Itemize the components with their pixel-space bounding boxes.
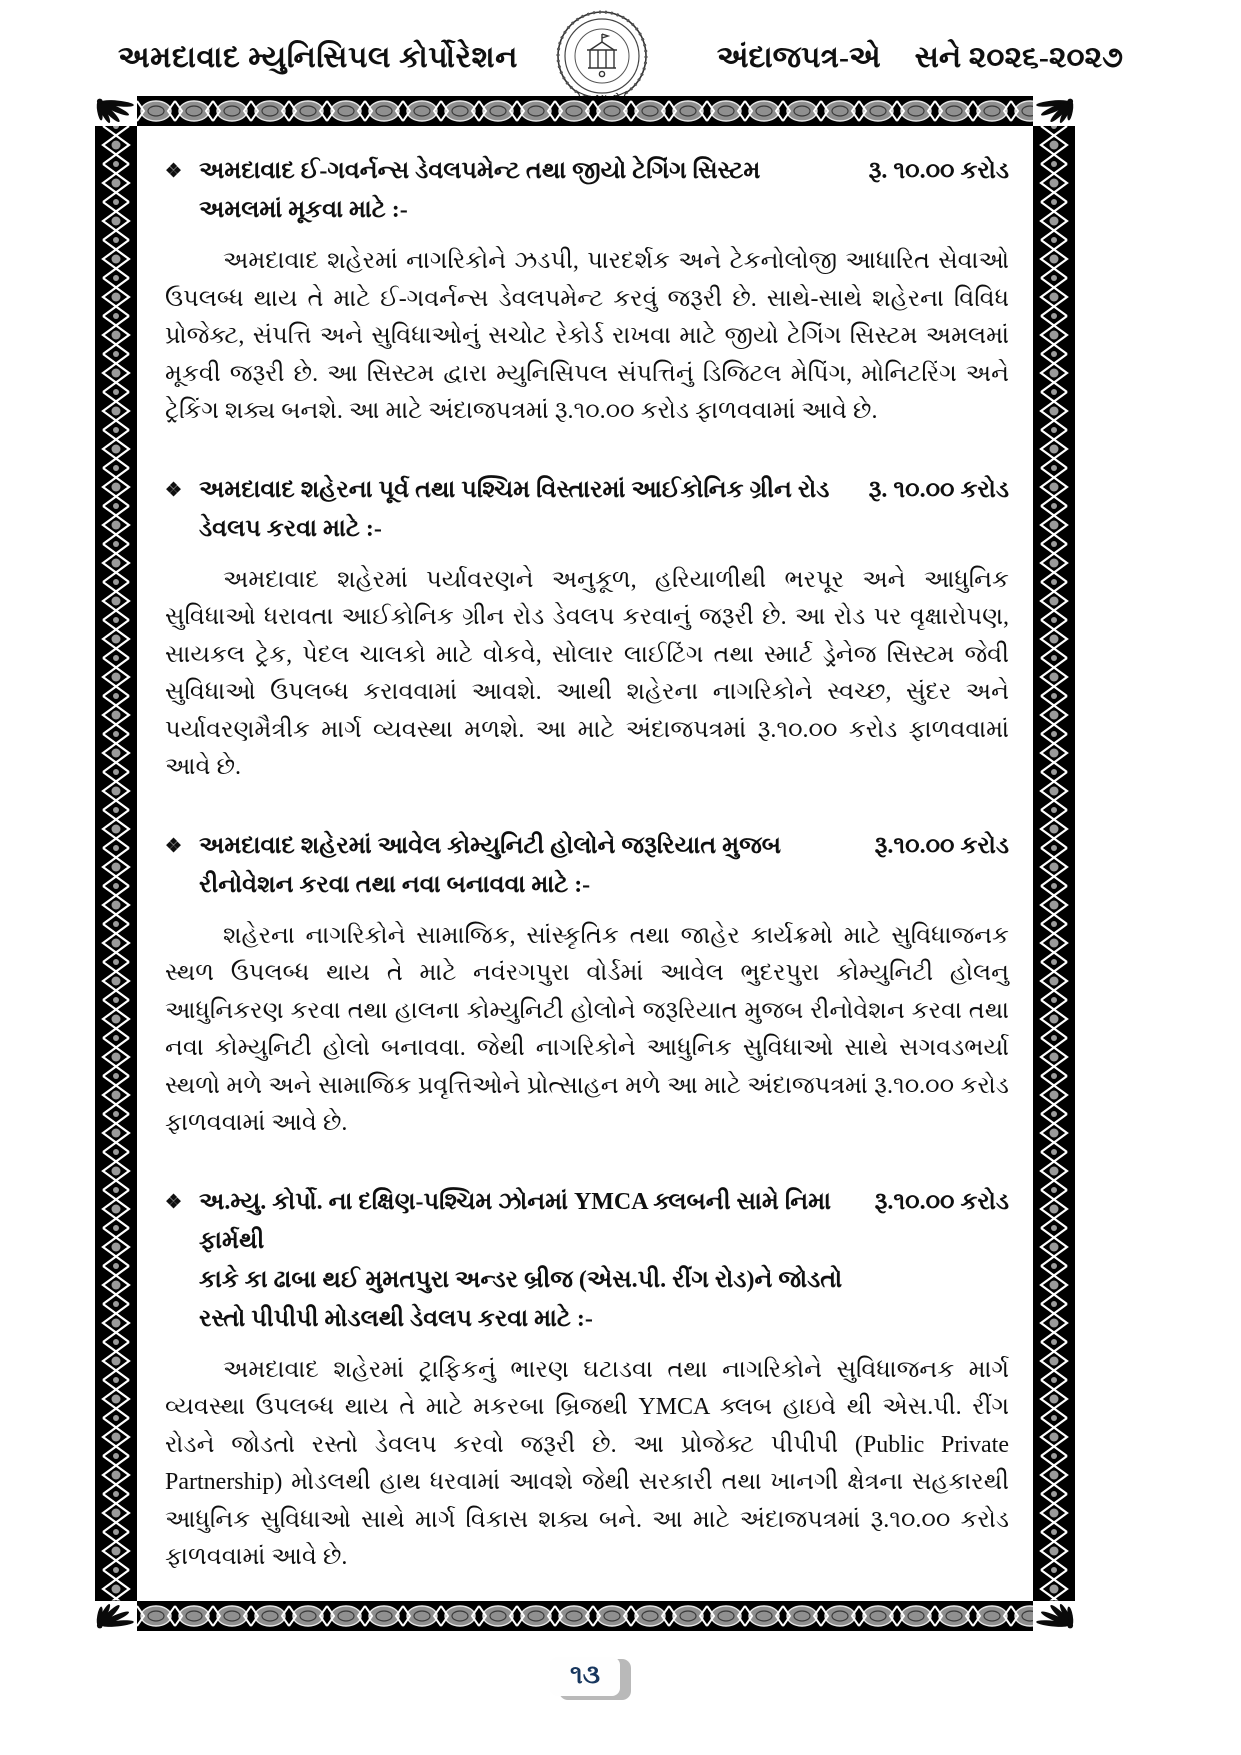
budget-item-egovernance xyxy=(165,152,1009,431)
section-title-line3: રસ્તો પીપીપી મોડલથી ડેવલપ કરવા માટે :- xyxy=(199,1305,593,1332)
section-heading-row xyxy=(165,1183,1009,1339)
section-title-line1: અ.મ્યુ. કોર્પો. ના દક્ષિણ-પશ્ચિમ ઝોનમાં YMCA ક્લબની સામે નિમા ફાર્મથી xyxy=(199,1188,831,1254)
decorative-frame xyxy=(95,96,1075,1631)
section-title-line2: રીનોવેશન કરવા તથા નવા બનાવવા માટે :- xyxy=(199,871,591,898)
budget-item-community-halls xyxy=(165,827,1009,1143)
border-chain-top xyxy=(137,96,1033,126)
section-body: શહેરના નાગરિકોને સામાજિક, સાંસ્કૃતિક તથા જાહેર કાર્યક્રમો માટે સુવિધાજનક સ્થળ ઉપલબ્ધ થાય તે માટે નવંરગપુરા વોર્ડમાં આવેલ ભુદરપુરા કોમ્યુનિટી હોલનુ આધુનિકરણ કરવા તથા હાલના કોમ્યુનિટી હોલોને જરૂરિયાત મુજબ રીનોવેશન કરવા તથા નવા કોમ્યુનિટી હોલો બનાવવા. જેથી નાગરિકોને આધુનિક સુવિધાઓ સાથે સગવડભર્યા સ્થળો મળે અને સામાજિક પ્રવૃત્તિઓને પ્રોત્સાહન મળે આ માટે અંદાજપત્રમાં રૂ.૧૦.૦૦ કરોડ ફાળવવામાં આવે છે. xyxy=(165,922,1009,1136)
section-amount: રૂ.૧૦.૦૦ કરોડ xyxy=(874,1188,1009,1215)
year-label: સને ૨૦૨૬-૨૦૨૭ xyxy=(914,41,1123,74)
section-title xyxy=(199,1183,861,1339)
budget-item-ppp-road xyxy=(165,1183,1009,1577)
diamond-bullet-icon: ❖ xyxy=(165,161,183,182)
corner-flourish-top-left-icon xyxy=(95,96,137,126)
section-title-line2: કાકે કા ઢાબા થઈ મુમતપુરા અન્ડર બ્રીજ (એસ.પી. રીંગ રોડ)ને જોડતો xyxy=(199,1266,843,1293)
page-number: ૧૩ xyxy=(550,1657,620,1696)
section-title-line2: અમલમાં મૂકવા માટે :- xyxy=(199,197,408,223)
corner-flourish-bottom-left-icon xyxy=(95,1601,137,1631)
diamond-bullet-icon: ❖ xyxy=(165,479,183,501)
section-title xyxy=(199,471,855,549)
section-amount: રૂ. ૧૦.૦૦ કરોડ xyxy=(868,476,1009,503)
border-lattice-right xyxy=(1033,126,1075,1601)
section-title xyxy=(199,152,855,230)
section-heading-row xyxy=(165,827,1009,905)
border-lattice-left xyxy=(95,126,137,1601)
diamond-bullet-icon: ❖ xyxy=(165,835,183,857)
section-body: અમદાવાદ શહેરમાં પર્યાવરણને અનુકૂળ, હરિયાળીથી ભરપૂર અને આધુનિક સુવિધાઓ ધરાવતા આઈકોનિક ગ્રીન રોડ ડેવલપ કરવાનું જરૂરી છે. આ રોડ પર વૃક્ષારોપણ, સાયકલ ટ્રેક, પેદલ ચાલકો માટે વોકવે, સોલાર લાઈટિંગ તથા સ્માર્ટ ડ્રેનેજ સિસ્ટમ જેવી સુવિધાઓ ઉપલબ્ધ કરાવવામાં આવશે. આથી શહેરના નાગરિકોને સ્વચ્છ, સુંદર અને પર્યાવરણમૈત્રીક માર્ગ વ્યવસ્થા મળશે. આ માટે અંદાજપત્રમાં રૂ.૧૦.૦૦ કરોડ ફાળવવામાં આવે છે. xyxy=(165,566,1009,780)
page-footer xyxy=(95,1657,1075,1696)
diamond-bullet-icon: ❖ xyxy=(165,1191,183,1213)
section-title-line2: ડેવલપ કરવા માટે :- xyxy=(199,515,382,542)
section-title-line1: અમદાવાદ શહેરના પૂર્વ તથા પશ્ચિમ વિસ્તારમાં આઈકોનિક ગ્રીન રોડ xyxy=(199,476,830,503)
section-heading-row xyxy=(165,152,1009,230)
page-body xyxy=(137,126,1033,1601)
section-amount: રૂ.૧૦.૦૦ કરોડ xyxy=(874,832,1009,859)
page-header xyxy=(0,0,1241,96)
section-heading-row xyxy=(165,471,1009,549)
section-body: અમદાવાદ શહેરમાં નાગરિકોને ઝડપી, પારદર્શક અને ટેકનોલોજી આધારિત સેવાઓ ઉપલબ્ધ થાય તે માટે ઈ-ગવર્નન્સ ડેવલપમેન્ટ કરવું જરૂરી છે. સાથે-સાથે શહેરના વિવિધ પ્રોજેક્ટ, સંપત્તિ અને સુવિધાઓનું સચોટ રેકોર્ડ રાખવા માટે જીયો ટેગિંગ સિસ્ટમ અમલમાં મૂકવી જરૂરી છે. આ સિસ્ટમ દ્વારા મ્યુનિસિપલ સંપત્તિનું ડિજિટલ મેપિંગ, મોનિટરિંગ અને ટ્રેકિંગ શક્ય બનશે. આ માટે અંદાજપત્રમાં રૂ.૧૦.૦૦ કરોડ ફાળવવામાં આવે છે. xyxy=(165,248,1009,424)
corner-flourish-bottom-right-icon xyxy=(1033,1601,1075,1631)
org-title: અમદાવાદ મ્યુનિસિપલ કોર્પોરેશન xyxy=(118,41,518,74)
border-chain-bottom xyxy=(137,1601,1033,1631)
section-title-line1: અમદાવાદ ઈ-ગવર્નન્સ ડેવલપમેન્ટ તથા જીયો ટેગિંગ સિસ્ટમ xyxy=(199,158,761,184)
header-right xyxy=(717,41,1123,75)
section-title xyxy=(199,827,861,905)
municipal-seal-icon xyxy=(554,6,650,110)
budget-item-green-road xyxy=(165,471,1009,787)
section-body: અમદાવાદ શહેરમાં ટ્રાફિકનું ભારણ ઘટાડવા તથા નાગરિકોને સુવિધાજનક માર્ગ વ્યવસ્થા ઉપલબ્ધ થાય તે માટે મકરબા બ્રિજથી YMCA ક્લબ હાઇવે થી એસ.પી. રીંગ રોડને જોડતો રસ્તો ડેવલપ કરવો જરૂરી છે. આ પ્રોજેક્ટ પીપીપી (Public Private Partnership) મોડલથી હાથ ધરવામાં આવશે જેથી સરકારી તથા ખાનગી ક્ષેત્રના સહકારથી આધુનિક સુવિધાઓ સાથે માર્ગ વિકાસ શક્ય બને. આ માટે અંદાજપત્રમાં રૂ.૧૦.૦૦ કરોડ ફાળવવામાં આવે છે. xyxy=(165,1356,1009,1570)
section-title-line1: અમદાવાદ શહેરમાં આવેલ કોમ્યુનિટી હોલોને જરૂરિયાત મુજબ xyxy=(199,832,782,859)
section-amount: રૂ. ૧૦.૦૦ કરોડ xyxy=(868,158,1009,184)
budget-label: અંદાજપત્ર-એ xyxy=(716,41,881,74)
corner-flourish-top-right-icon xyxy=(1033,96,1075,126)
